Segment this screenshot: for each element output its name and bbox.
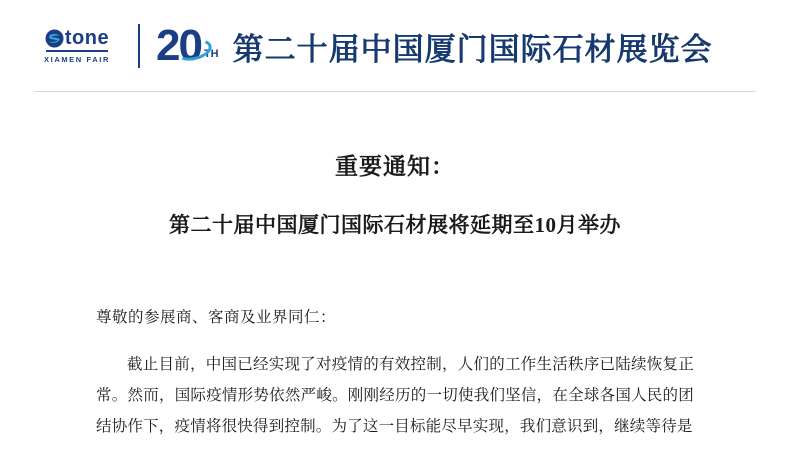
stone-s-icon bbox=[45, 29, 64, 48]
page-title: 第二十届中国厦门国际石材展览会 bbox=[232, 31, 713, 67]
paragraph-1: 截止目前，中国已经实现了对疫情的有效控制，人们的工作生活秩序已陆续恢复正常。然而，国际疫情形势依然严峻。刚刚经历的一切使我们坚信，在全球各国人民的团结协作下，疫情将很快得到控制。为了这一目标能尽早实现，我们意识到，继续等待是 bbox=[96, 356, 694, 435]
header-rule bbox=[34, 91, 756, 92]
header-divider bbox=[138, 24, 140, 68]
salutation: 尊敬的参展商、客商及业界同仁： bbox=[96, 309, 337, 326]
brand-subtitle: XIAMEN FAIR bbox=[44, 55, 110, 65]
brand-wordmark bbox=[45, 28, 109, 48]
notice-subtitle: 第二十届中国厦门国际石材展将延期至10月举办 bbox=[169, 213, 621, 237]
brand-name-text: tone bbox=[64, 27, 110, 50]
anniversary-mark bbox=[156, 21, 219, 71]
anniversary-suffix: TH bbox=[203, 47, 219, 60]
document-body bbox=[0, 148, 790, 442]
anniversary-number bbox=[156, 21, 201, 71]
site-header bbox=[0, 0, 790, 92]
anniversary-number-text: 20 bbox=[156, 21, 201, 71]
notice-title: 重要通知： bbox=[335, 154, 455, 179]
brand-underline bbox=[46, 50, 108, 52]
brand-logo[interactable] bbox=[34, 28, 120, 64]
